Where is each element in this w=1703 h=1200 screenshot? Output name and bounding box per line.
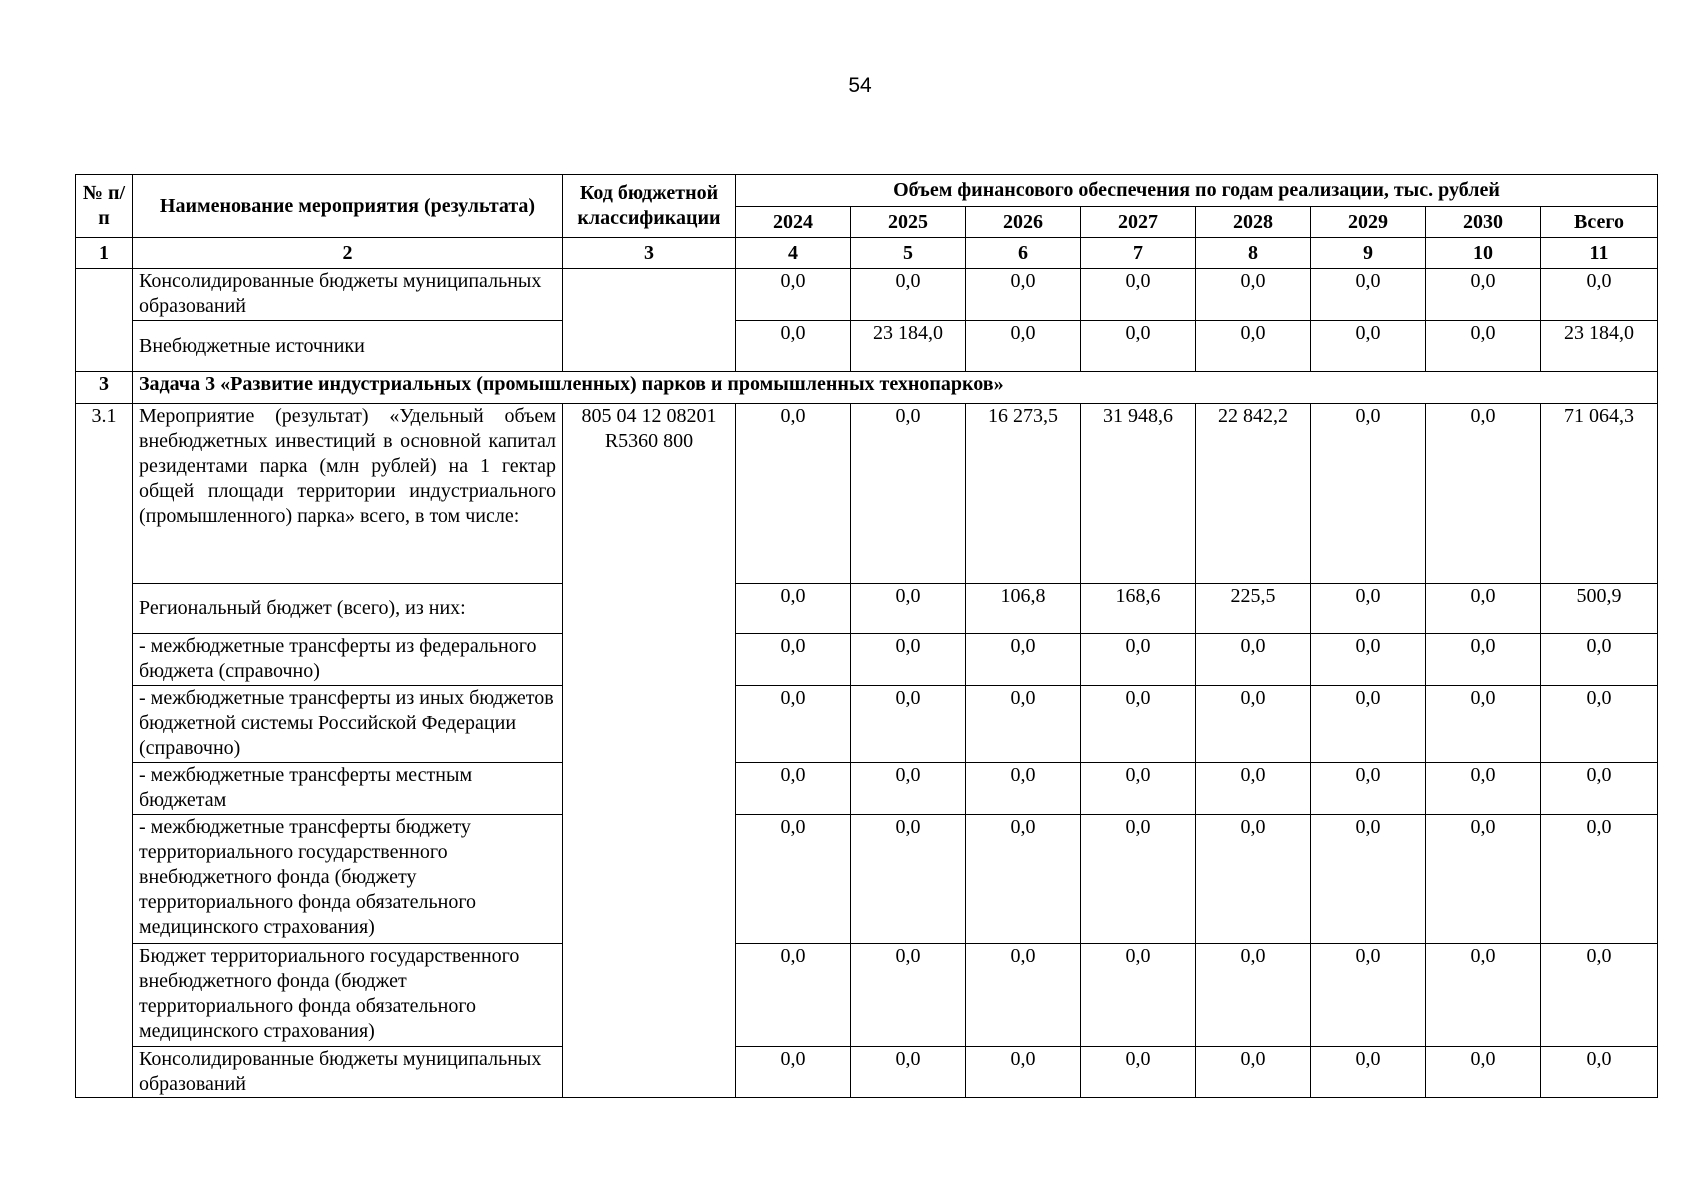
value-cell: 0,0 — [1311, 686, 1426, 763]
column-numbers-row — [76, 238, 1658, 269]
header-total: Всего — [1541, 207, 1658, 238]
value-cell: 0,0 — [966, 815, 1081, 944]
column-number: 1 — [76, 238, 133, 269]
table-row — [76, 763, 1658, 815]
page-number: 54 — [848, 74, 872, 97]
value-cell: 0,0 — [851, 686, 966, 763]
value-cell: 0,0 — [736, 944, 851, 1047]
table-row — [76, 944, 1658, 1047]
value-cell: 0,0 — [1196, 815, 1311, 944]
value-cell: 31 948,6 — [1081, 404, 1196, 584]
value-cell: 0,0 — [1311, 269, 1426, 321]
task-row — [76, 372, 1658, 404]
value-cell: 23 184,0 — [851, 321, 966, 372]
value-cell: 16 273,5 — [966, 404, 1081, 584]
value-cell: 23 184,0 — [1541, 321, 1658, 372]
value-cell: 0,0 — [966, 763, 1081, 815]
header-year: 2025 — [851, 207, 966, 238]
table-row — [76, 686, 1658, 763]
column-number: 10 — [1426, 238, 1541, 269]
row-name: Мероприятие (результат) «Удельный объем внебюджетных инвестиций в основной капитал резидентами парка (млн рублей) на 1 гектар общей площади территории индустриального (промышленного) парка» всего, в том числе: — [133, 404, 563, 584]
task-index: 3 — [76, 372, 133, 404]
value-cell: 0,0 — [1426, 944, 1541, 1047]
row-name: Региональный бюджет (всего), из них: — [133, 584, 563, 634]
row-code-empty — [563, 269, 736, 372]
value-cell: 0,0 — [1426, 321, 1541, 372]
value-cell: 0,0 — [966, 1047, 1081, 1098]
value-cell: 0,0 — [1426, 686, 1541, 763]
value-cell: 0,0 — [1081, 634, 1196, 686]
row-index-empty — [76, 269, 133, 372]
row-name: Консолидированные бюджеты муниципальных образований — [133, 1047, 563, 1098]
value-cell: 0,0 — [1196, 321, 1311, 372]
row-name: - межбюджетные трансферты бюджету территориального государственного внебюджетного фонда (бюджету территориального фонда обязательного медицинского страхования) — [133, 815, 563, 944]
measure-index: 3.1 — [76, 404, 133, 1098]
value-cell: 0,0 — [1196, 1047, 1311, 1098]
value-cell: 0,0 — [736, 404, 851, 584]
table-row — [76, 321, 1658, 372]
header-year: 2030 — [1426, 207, 1541, 238]
value-cell: 0,0 — [1311, 1047, 1426, 1098]
value-cell: 0,0 — [1426, 1047, 1541, 1098]
value-cell: 0,0 — [1311, 404, 1426, 584]
financing-table — [75, 174, 1658, 1098]
value-cell: 0,0 — [851, 404, 966, 584]
value-cell: 0,0 — [1311, 763, 1426, 815]
row-name: - межбюджетные трансферты из иных бюджетов бюджетной системы Российской Федерации (справочно) — [133, 686, 563, 763]
value-cell: 0,0 — [1081, 763, 1196, 815]
value-cell: 0,0 — [1311, 944, 1426, 1047]
value-cell: 0,0 — [1541, 763, 1658, 815]
value-cell: 0,0 — [966, 269, 1081, 321]
value-cell: 0,0 — [966, 944, 1081, 1047]
row-name: Консолидированные бюджеты муниципальных образований — [133, 269, 563, 321]
value-cell: 0,0 — [851, 1047, 966, 1098]
value-cell: 0,0 — [736, 763, 851, 815]
column-number: 2 — [133, 238, 563, 269]
value-cell: 0,0 — [1196, 269, 1311, 321]
value-cell: 0,0 — [736, 686, 851, 763]
value-cell: 0,0 — [1426, 584, 1541, 634]
value-cell: 0,0 — [1081, 815, 1196, 944]
value-cell: 0,0 — [1311, 321, 1426, 372]
value-cell: 0,0 — [1426, 404, 1541, 584]
value-cell: 106,8 — [966, 584, 1081, 634]
value-cell: 0,0 — [966, 321, 1081, 372]
value-cell: 0,0 — [1311, 634, 1426, 686]
value-cell: 0,0 — [1081, 686, 1196, 763]
column-number: 9 — [1311, 238, 1426, 269]
value-cell: 0,0 — [851, 634, 966, 686]
column-number: 3 — [563, 238, 736, 269]
value-cell: 0,0 — [1541, 1047, 1658, 1098]
value-cell: 0,0 — [1081, 1047, 1196, 1098]
row-name: - межбюджетные трансферты местным бюджетам — [133, 763, 563, 815]
value-cell: 0,0 — [1541, 686, 1658, 763]
table-row — [76, 404, 1658, 584]
header-year: 2027 — [1081, 207, 1196, 238]
row-name: Внебюджетные источники — [133, 321, 563, 372]
value-cell: 0,0 — [851, 269, 966, 321]
value-cell: 0,0 — [851, 584, 966, 634]
table-row — [76, 634, 1658, 686]
value-cell: 168,6 — [1081, 584, 1196, 634]
table-row — [76, 269, 1658, 321]
value-cell: 0,0 — [1196, 634, 1311, 686]
value-cell: 0,0 — [1541, 269, 1658, 321]
value-cell: 0,0 — [736, 1047, 851, 1098]
value-cell: 0,0 — [1081, 269, 1196, 321]
header-year: 2024 — [736, 207, 851, 238]
header-year: 2026 — [966, 207, 1081, 238]
column-number: 8 — [1196, 238, 1311, 269]
value-cell: 225,5 — [1196, 584, 1311, 634]
value-cell: 0,0 — [1311, 584, 1426, 634]
value-cell: 0,0 — [736, 269, 851, 321]
value-cell: 0,0 — [736, 815, 851, 944]
table-row — [76, 1047, 1658, 1098]
value-cell: 22 842,2 — [1196, 404, 1311, 584]
value-cell: 71 064,3 — [1541, 404, 1658, 584]
value-cell: 0,0 — [736, 321, 851, 372]
value-cell: 0,0 — [1196, 686, 1311, 763]
header-col-no: № п/п — [76, 175, 133, 238]
value-cell: 0,0 — [966, 686, 1081, 763]
column-number: 11 — [1541, 238, 1658, 269]
value-cell: 0,0 — [736, 634, 851, 686]
table-row — [76, 815, 1658, 944]
value-cell: 0,0 — [736, 584, 851, 634]
header-col-volume: Объем финансового обеспечения по годам реализации, тыс. рублей — [736, 175, 1658, 207]
header-col-name: Наименование мероприятия (результата) — [133, 175, 563, 238]
value-cell: 0,0 — [851, 763, 966, 815]
value-cell: 0,0 — [851, 944, 966, 1047]
value-cell: 0,0 — [1426, 763, 1541, 815]
value-cell: 0,0 — [851, 815, 966, 944]
value-cell: 0,0 — [1426, 815, 1541, 944]
value-cell: 0,0 — [1426, 634, 1541, 686]
column-number: 7 — [1081, 238, 1196, 269]
value-cell: 0,0 — [1541, 944, 1658, 1047]
task-title: Задача 3 «Развитие индустриальных (промышленных) парков и промышленных технопарков» — [133, 372, 1658, 404]
value-cell: 0,0 — [966, 634, 1081, 686]
value-cell: 0,0 — [1081, 944, 1196, 1047]
column-number: 6 — [966, 238, 1081, 269]
value-cell: 0,0 — [1311, 815, 1426, 944]
header-year: 2028 — [1196, 207, 1311, 238]
value-cell: 500,9 — [1541, 584, 1658, 634]
value-cell: 0,0 — [1196, 944, 1311, 1047]
column-number: 4 — [736, 238, 851, 269]
value-cell: 0,0 — [1426, 269, 1541, 321]
measure-code: 805 04 12 08201 R5360 800 — [563, 404, 736, 1098]
value-cell: 0,0 — [1081, 321, 1196, 372]
header-year: 2029 — [1311, 207, 1426, 238]
table-row — [76, 584, 1658, 634]
value-cell: 0,0 — [1541, 634, 1658, 686]
header-col-code: Код бюджетной классификации — [563, 175, 736, 238]
column-number: 5 — [851, 238, 966, 269]
row-name: - межбюджетные трансферты из федерального бюджета (справочно) — [133, 634, 563, 686]
value-cell: 0,0 — [1541, 815, 1658, 944]
value-cell: 0,0 — [1196, 763, 1311, 815]
row-name: Бюджет территориального государственного внебюджетного фонда (бюджет территориального фонда обязательного медицинского страхования) — [133, 944, 563, 1047]
